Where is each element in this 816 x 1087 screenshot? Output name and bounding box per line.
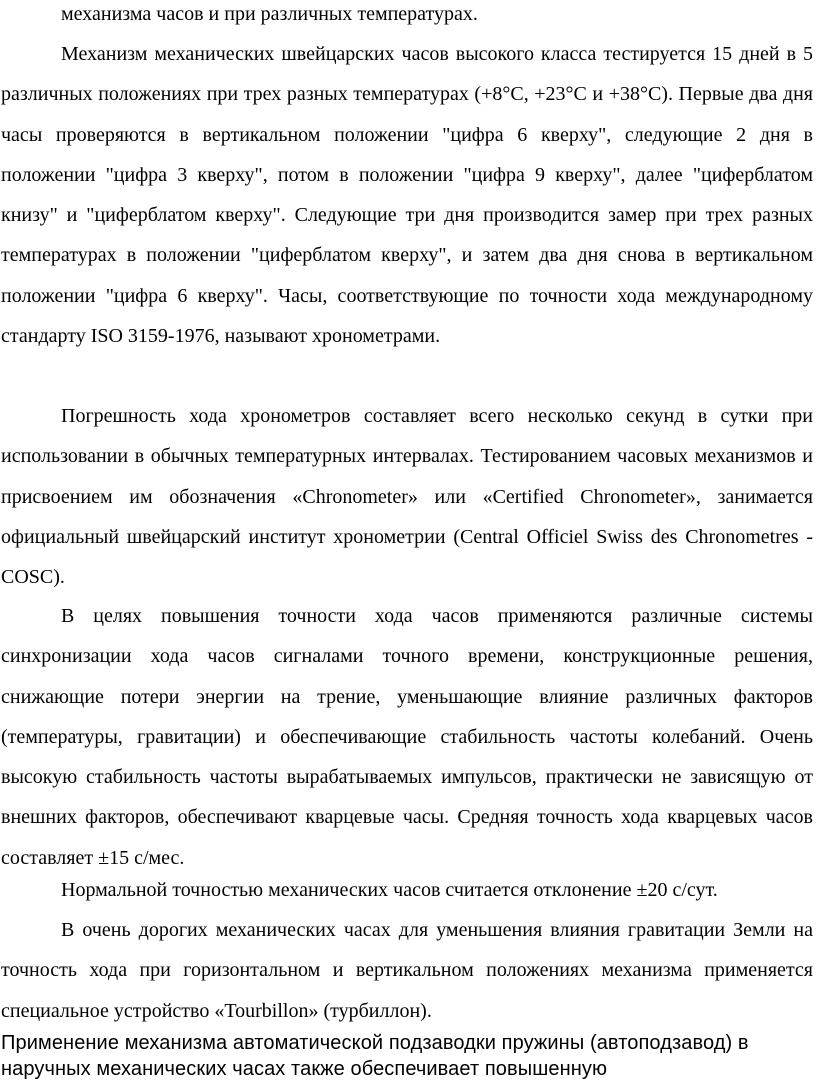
paragraph-accuracy-improvement: В целях повышения точности хода часов применяются различные системы синхронизации хода часов сигналами точного времени, конструкционные решения, снижающие потери энергии на трение, уменьшающие влияние различных факторов (температуры, гравитации) и обеспечивающие стабильность частоты колебаний. Очень высокую стабильность частоты вырабатываемых импульсов, практически не зависящую от внешних факторов, обеспечивают кварцевые часы. Средняя точность хода кварцевых часов составляет ±15 с/мес.	[1, 605, 813, 869]
paragraph-automatic-winding: Применение механизма автоматической подзаводки пружины (автоподзавод) в наручных механических часах также обеспечивает повышенную	[1, 1032, 749, 1080]
paragraph-continuation: механизма часов и при различных температурах.	[61, 3, 478, 25]
paragraph-cosc-testing: Механизм механических швейцарских часов высокого класса тестируется 15 дней в 5 различных положениях при трех разных температурах (+8°C, +23°C и +38°C). Первые два дня часы проверяются в вертикальном положении "цифра 6 кверху", следующие 2 дня в положении "цифра 3 кверху", потом в положении "цифра 9 кверху", далее "циферблатом книзу" и "циферблатом кверху". Следующие три дня производится замер при трех разных температурах в положении "циферблатом кверху", и затем два дня снова в вертикальном положении "цифра 6 кверху". Часы, соответствующие по точности хода международному стандарту ISO 3159-1976, называют хронометрами.	[1, 43, 813, 347]
paragraph-chronometer-accuracy: Погрешность хода хронометров составляет всего несколько секунд в сутки при использовании в обычных температурных интервалах. Тестированием часовых механизмов и присвоением им обозначения «Chronometer» или «Certified Chronometer», занимается официальный швейцарский институт хронометрии (Central Officiel Swiss des Chronometres - COSC).	[1, 405, 813, 588]
paragraph-mechanical-accuracy: Нормальной точностью механических часов считается отклонение ±20 с/сут.	[61, 879, 718, 901]
paragraph-tourbillon: В очень дорогих механических часах для уменьшения влияния гравитации Земли на точность хода при горизонтальном и вертикальном положениях механизма применяется специальное устройство «Tourbillon» (турбиллон).	[1, 919, 813, 1022]
